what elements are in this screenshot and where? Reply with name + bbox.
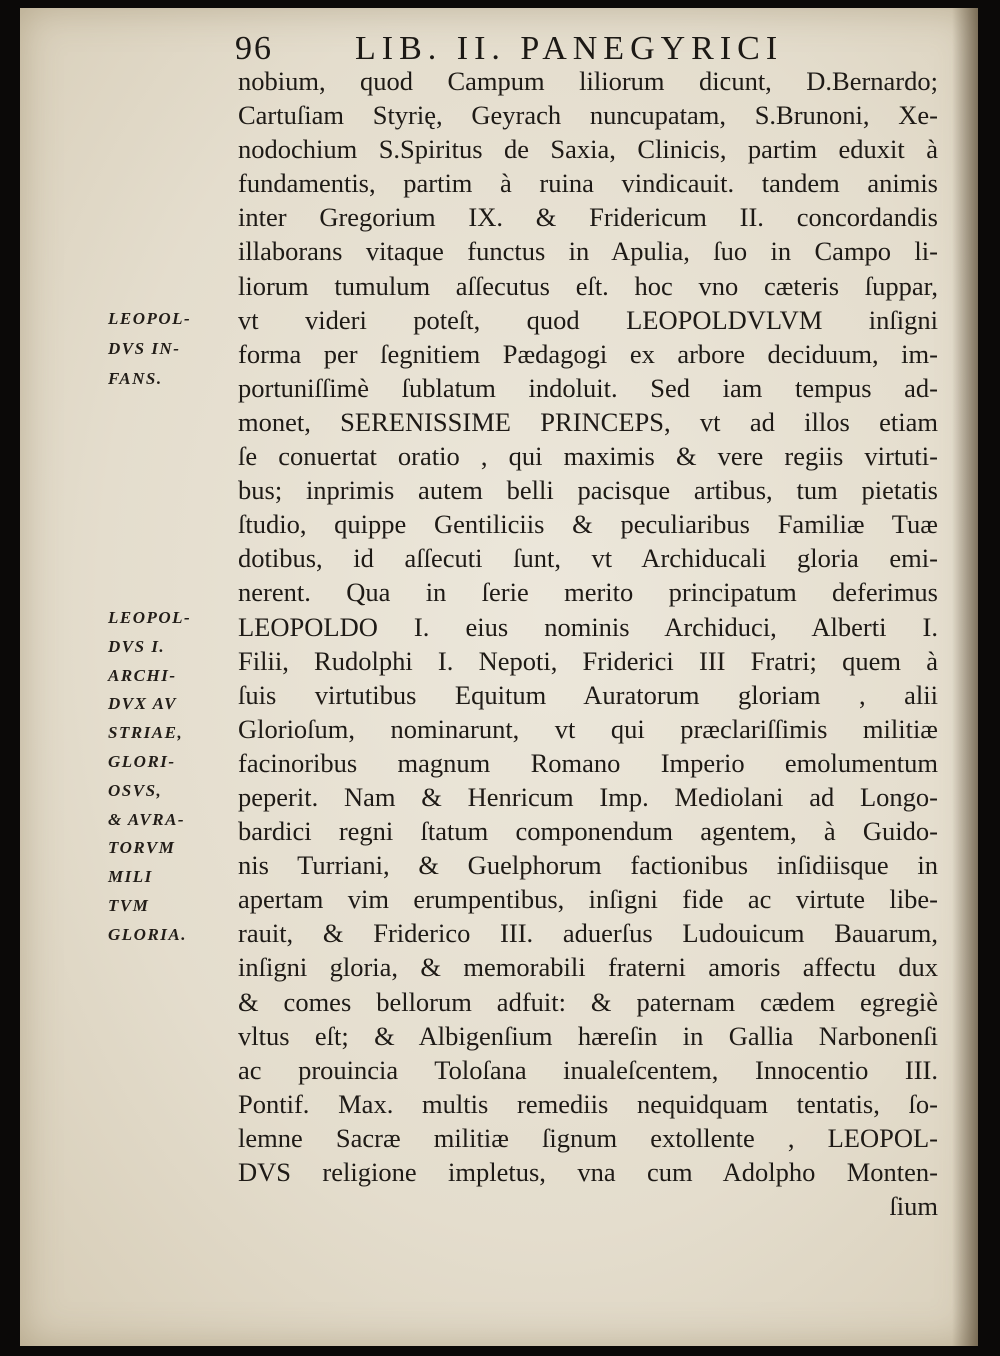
- marginal-line: DVS IN-: [108, 339, 181, 358]
- page-edge-shadow: [952, 8, 978, 1346]
- text-line: peperit. Nam & Henricum Imp. Mediolani ad Longo-: [238, 781, 938, 812]
- text-line: apertam vim erumpentibus, inſigni fide ac virtute libe-: [238, 884, 938, 915]
- marginal-line: FANS.: [108, 369, 163, 388]
- text-line: Pontif. Max. multis remediis nequidquam tentatis, ſo-: [238, 1088, 938, 1119]
- text-line: DVS religione impletus, vna cum Adolpho Monten-: [238, 1157, 938, 1187]
- text-line: ſuis virtutibus Equitum Auratorum gloriam , alii: [238, 679, 938, 710]
- marginal-line: & AVRA-: [108, 809, 186, 829]
- text-line: rauit, & Friderico III. aduerſus Ludouicum Bauarum,: [238, 918, 938, 949]
- text-line: inſigni gloria, & memorabili fraterni amoris affectu dux: [238, 952, 938, 983]
- text-line: nis Turriani, & Guelphorum factionibus inſidiisque in: [238, 850, 938, 881]
- marginal-line: DVX AV: [108, 694, 177, 714]
- marginal-line: ARCHI-: [108, 665, 177, 685]
- text-line: Filii, Rudolphi I. Nepoti, Friderici III Fratri; quem à: [238, 645, 938, 676]
- text-line: lemne Sacræ militiæ ſignum extollente , LEOPOL-: [238, 1122, 938, 1153]
- marginal-note-leopoldus-archidux: [108, 604, 233, 950]
- page-number: 96: [235, 30, 273, 67]
- text-line: inter Gregorium IX. & Fridericum II. concordandis: [238, 202, 938, 233]
- running-head: LIB. II. PANEGYRICI: [355, 30, 784, 67]
- text-line: monet, SERENISSIME PRINCEPS, vt ad illos etiam: [238, 406, 938, 437]
- text-line: ſtudio, quippe Gentiliciis & peculiaribus Familiæ Tuæ: [238, 509, 938, 540]
- text-line: portuniſſimè ſublatum indoluit. Sed iam tempus ad-: [238, 372, 938, 403]
- book-page: [20, 8, 978, 1346]
- text-line: forma per ſegnitiem Pædagogi ex arbore deciduum, im-: [238, 338, 938, 369]
- marginal-note-leopoldus-infans: [108, 304, 233, 394]
- text-line: Cartuſiam Styrię, Geyrach nuncupatam, S.Brunoni, Xe-: [238, 100, 938, 131]
- text-line: ac prouincia Toloſana inualeſcentem, Innocentio III.: [238, 1054, 938, 1085]
- marginal-line: OSVS,: [108, 780, 163, 800]
- marginal-line: TORVM: [108, 838, 176, 858]
- text-line: facinoribus magnum Romano Imperio emolumentum: [238, 747, 938, 778]
- text-line: Glorioſum, nominarunt, vt qui præclariſſimis militiæ: [238, 713, 938, 744]
- text-line: vt videri poteſt, quod LEOPOLDVLVM inſigni: [238, 304, 938, 335]
- marginal-line: DVS I.: [108, 636, 166, 656]
- text-line: vltus eſt; & Albigenſium hæreſin in Gallia Narbonenſi: [238, 1020, 938, 1051]
- text-line: ſium: [889, 1191, 938, 1222]
- text-line: & comes bellorum adfuit: & paternam cædem egregiè: [238, 986, 938, 1017]
- marginal-line: STRIAE,: [108, 723, 184, 743]
- text-line: liorum tumulum aſſecutus eſt. hoc vno cæteris ſuppar,: [238, 270, 938, 301]
- text-line: nobium, quod Campum liliorum dicunt, D.Bernardo;: [238, 66, 938, 96]
- marginal-line: LEOPOL-: [108, 608, 192, 627]
- text-line: nodochium S.Spiritus de Saxia, Clinicis, partim eduxit à: [238, 134, 938, 165]
- marginal-line: LEOPOL-: [108, 309, 192, 328]
- text-line: illaborans vitaque functus in Apulia, ſuo in Campo li-: [238, 236, 938, 267]
- text-line: fundamentis, partim à ruina vindicauit. tandem animis: [238, 168, 938, 199]
- marginal-line: TVM: [108, 895, 150, 915]
- text-line: dotibus, id aſſecuti ſunt, vt Archiducali gloria emi-: [238, 543, 938, 574]
- text-line: nerent. Qua in ſerie merito principatum deferimus: [238, 577, 938, 608]
- marginal-line: MILI: [108, 867, 153, 887]
- text-line: bus; inprimis autem belli pacisque artibus, tum pietatis: [238, 475, 938, 506]
- text-line: ſe conuertat oratio , qui maximis & vere regiis virtuti-: [238, 441, 938, 472]
- text-line: LEOPOLDO I. eius nominis Archiduci, Alberti I.: [238, 611, 938, 642]
- body-text: [238, 64, 938, 1223]
- text-line: bardici regni ſtatum componendum agentem, à Guido-: [238, 816, 938, 847]
- marginal-line: GLORI-: [108, 751, 176, 771]
- marginal-line: GLORIA.: [108, 924, 187, 944]
